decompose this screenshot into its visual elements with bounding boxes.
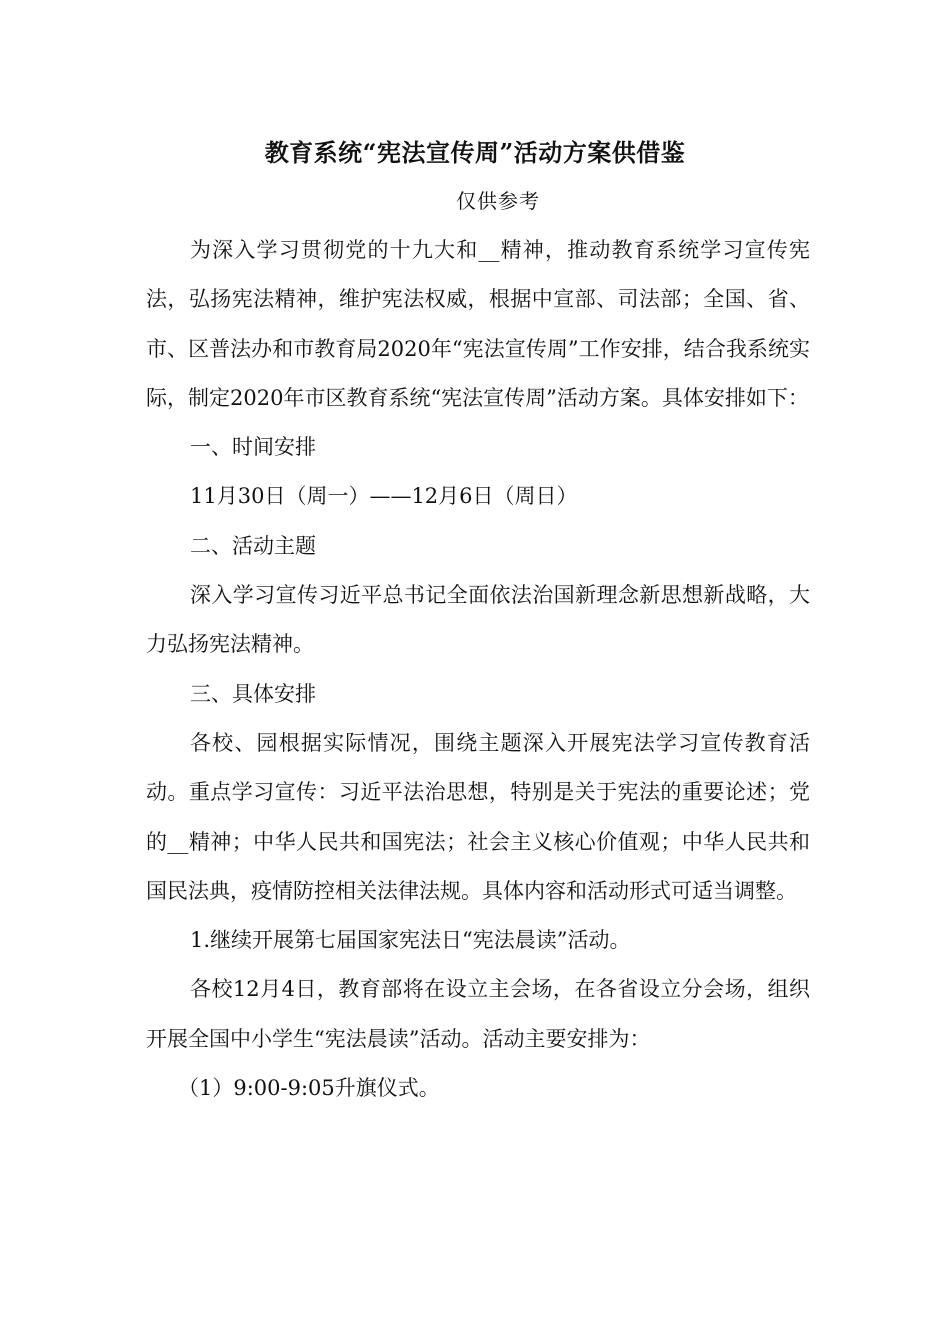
document-subtitle: 仅供参考 — [456, 189, 540, 213]
item-1-paragraph: 各校12月4日，教育部将在设立主会场，在各省设立分会场，组织开展全国中小学生“宪法晨读”活动。活动主要安排为： — [146, 977, 810, 1051]
sub-item-1: （1）9:00-9:05升旗仪式。 — [178, 1076, 440, 1101]
document-title: 教育系统“宪法宣传周”活动方案供借鉴 — [264, 138, 686, 167]
item-heading-1: 1.继续开展第七届国家宪法日“宪法晨读”活动。 — [190, 928, 631, 953]
section-heading-arrangement: 三、具体安排 — [190, 681, 316, 706]
section-heading-theme: 二、活动主题 — [190, 533, 316, 558]
section-heading-time: 一、时间安排 — [190, 435, 316, 460]
time-range-paragraph: 11月30日（周一）——12月6日（周日） — [190, 484, 578, 509]
intro-paragraph: 为深入学习贯彻党的十九大和__精神，推动教育系统学习宣传宪法，弘扬宪法精神，维护宪法权威，根据中宣部、司法部；全国、省、市、区普法办和市教育局2020年“宪法宣传周”工作安排，结合我系统实际，制定2020年市区教育系统“宪法宣传周”活动方案。具体安排如下： — [146, 238, 810, 410]
document-body — [146, 226, 810, 1113]
arrangement-paragraph: 各校、园根据实际情况，围绕主题深入开展宪法学习宣传教育活动。重点学习宣传：习近平法治思想，特别是关于宪法的重要论述；党的__精神；中华人民共和国宪法；社会主义核心价值观；中华人民共和国民法典，疫情防控相关法律法规。具体内容和活动形式可适当调整。 — [146, 730, 810, 903]
theme-paragraph: 深入学习宣传习近平总书记全面依法治国新理念新思想新战略，大力弘扬宪法精神。 — [146, 583, 810, 657]
